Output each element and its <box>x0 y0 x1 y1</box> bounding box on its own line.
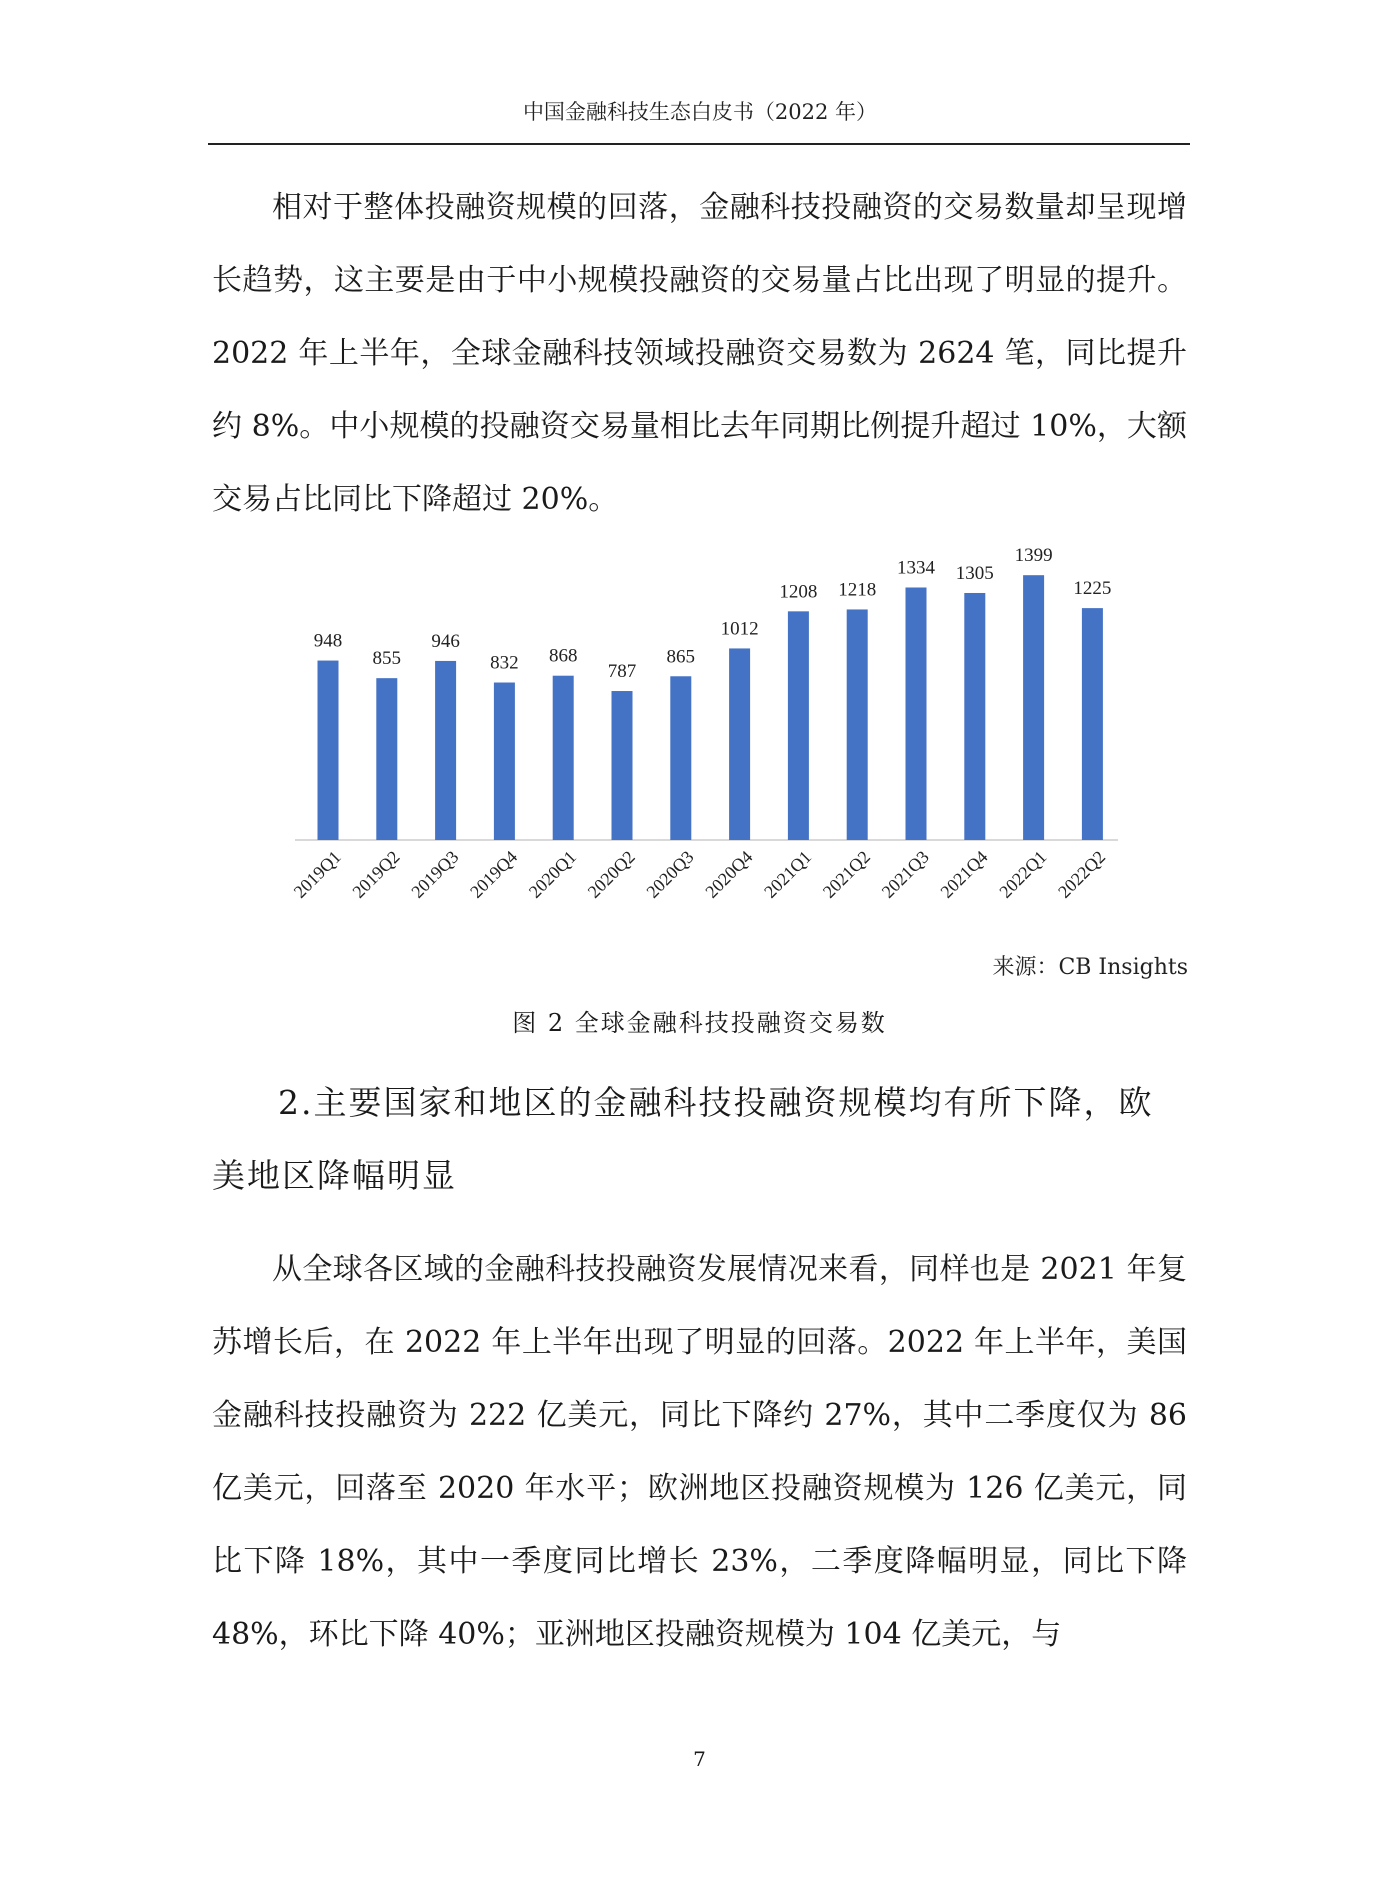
section-heading: 2.主要国家和地区的金融科技投融资规模均有所下降，欧美地区降幅明显 <box>212 1083 1154 1195</box>
x-tick-label: 2021Q2 <box>818 846 875 902</box>
bar <box>376 678 397 840</box>
page-number: 7 <box>693 1747 706 1771</box>
data-label: 855 <box>372 648 402 670</box>
data-label: 946 <box>431 630 460 652</box>
bar <box>1023 575 1044 840</box>
figure-source: 来源：CB Insights <box>992 955 1188 980</box>
x-tick-label: 2020Q3 <box>642 846 698 902</box>
body-paragraph-2: 从全球各区域的金融科技投融资发展情况来看，同样也是 2021 年复苏增长后，在 2022 年上半年出现了明显的回落。2022 年上半年，美国金融科技投融资为 222 亿美元，同比下降约 27%，其中二季度仅为 86 亿美元，回落至 2020 年水平；欧洲地区投融资规模为 126 亿美元，同比下降 18%，其中一季度同比增长 23%，二季度降幅明显，同比下降 48%，环比下降 40%；亚洲地区投融资规模为 104 亿美元，与 <box>212 1252 1187 1652</box>
x-tick-label: 2020Q4 <box>701 846 757 902</box>
x-tick-label: 2019Q3 <box>407 846 463 902</box>
data-label: 1225 <box>1073 578 1112 600</box>
x-tick-label: 2022Q2 <box>1054 846 1110 902</box>
data-label: 1334 <box>897 557 935 579</box>
data-label: 1218 <box>838 579 877 601</box>
data-label: 868 <box>548 645 578 667</box>
data-label: 1399 <box>1014 545 1053 567</box>
x-tick-label: 2019Q4 <box>466 846 522 902</box>
bar <box>318 661 339 840</box>
x-tick-label: 2020Q1 <box>524 846 581 902</box>
x-tick-label: 2019Q2 <box>348 846 404 902</box>
bar <box>612 691 633 840</box>
x-tick-label: 2020Q2 <box>583 846 639 902</box>
data-label: 832 <box>490 652 519 674</box>
x-tick-label: 2021Q3 <box>877 846 933 902</box>
data-label: 865 <box>666 646 696 668</box>
data-label: 948 <box>313 630 343 652</box>
x-tick-label: 2019Q1 <box>289 846 345 902</box>
bar <box>906 587 927 840</box>
data-label: 1305 <box>955 562 994 584</box>
x-tick-label: 2021Q4 <box>936 846 992 902</box>
x-tick-label: 2022Q1 <box>995 846 1051 902</box>
body-paragraph-1: 相对于整体投融资规模的回落，金融科技投融资的交易数量却呈现增长趋势，这主要是由于中小规模投融资的交易量占比出现了明显的提升。2022 年上半年，全球金融科技领域投融资交易数为 2624 笔，同比提升约 8%。中小规模的投融资交易量相比去年同期比例提升超过 10%，大额交易占比同比下降超过 20%。 <box>212 190 1187 517</box>
data-label: 787 <box>607 661 637 683</box>
bar <box>847 609 868 840</box>
bar <box>553 676 574 840</box>
data-label: 1012 <box>720 618 759 640</box>
bar <box>494 683 515 840</box>
x-tick-label: 2021Q1 <box>760 846 816 902</box>
data-label: 1208 <box>779 581 818 603</box>
bar <box>435 661 456 840</box>
bar <box>670 676 691 840</box>
bar <box>729 648 750 840</box>
bar <box>964 593 985 840</box>
running-header: 中国金融科技生态白皮书（2022 年） <box>522 100 878 124</box>
bar <box>1082 608 1103 840</box>
bar <box>788 611 809 840</box>
figure-caption: 图 2 全球金融科技投融资交易数 <box>512 1009 887 1037</box>
